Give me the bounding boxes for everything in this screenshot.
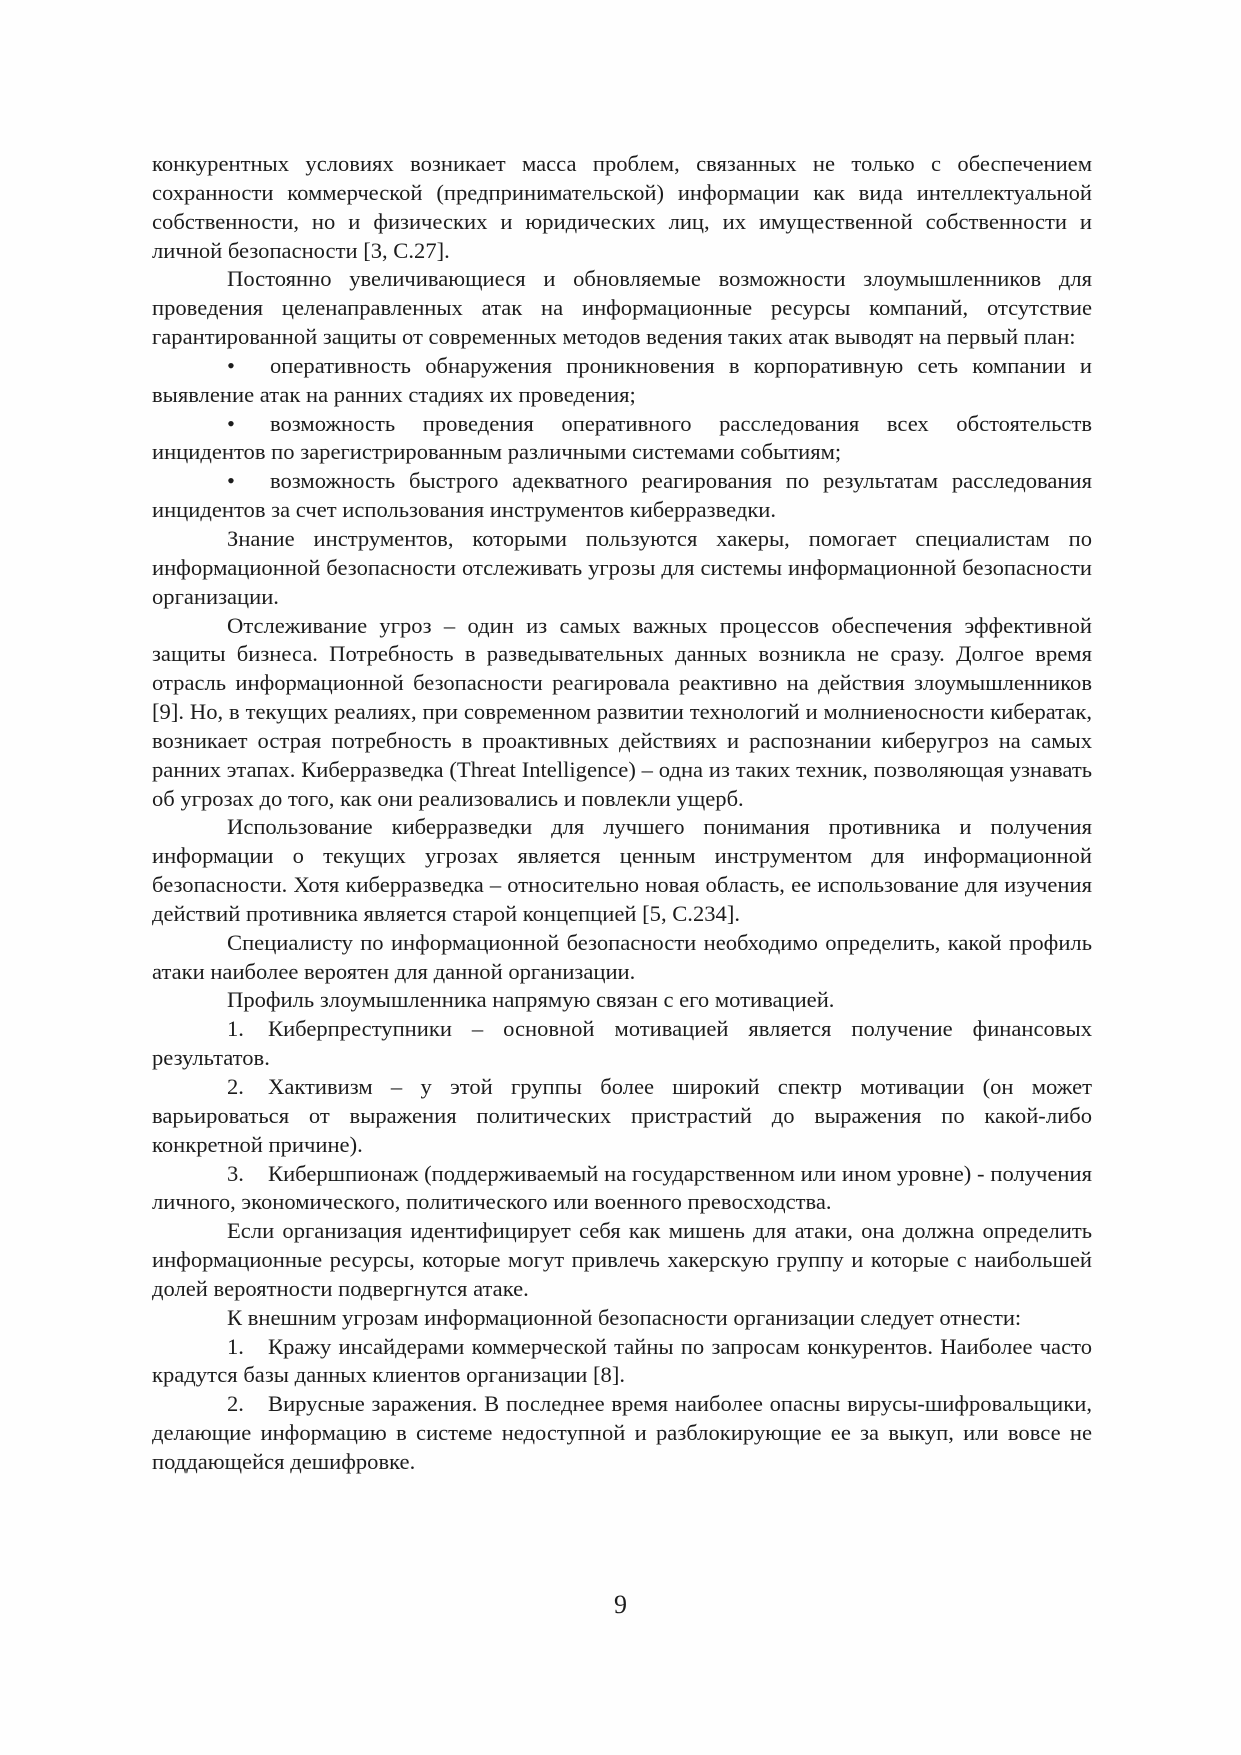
numbered-item xyxy=(152,1390,1092,1477)
bullet-text: возможность быстрого адекватного реагирования по результатам расследования инцидентов за счет использования инструментов киберразведки. xyxy=(152,468,1092,523)
bullet-item xyxy=(152,410,1092,468)
paragraph: Если организация идентифицирует себя как мишень для атаки, она должна определить информационные ресурсы, которые могут привлечь хакерскую группу и которые с наибольшей долей вероятности подвергнутся атаке. xyxy=(152,1218,1092,1301)
number-marker: 2. xyxy=(227,1391,244,1417)
numbered-item xyxy=(152,1015,1092,1073)
bullet-text: возможность проведения оперативного расследования всех обстоятельств инцидентов по зарегистрированным различными системами событиям; xyxy=(152,410,1092,465)
numbered-text: Вирусные заражения. В последнее время наиболее опасны вирусы-шифровальщики, делающие информацию в системе недоступной и разблокирующие ее за выкуп, или вовсе не поддающейся дешифровке. xyxy=(152,1391,1092,1474)
paragraph-continuation: конкурентных условиях возникает масса проблем, связанных не только с обеспечением сохранности коммерческой (предпринимательской) информации как вида интеллектуальной собственности, но и физических и юридических лиц, их имущественной собственности и личной безопасности [3, С.27]. xyxy=(152,151,1092,263)
paragraph: К внешним угрозам информационной безопасности организации следует отнести: xyxy=(227,1304,1022,1330)
bullet-marker: • xyxy=(227,468,235,494)
paragraph: Отслеживание угроз – один из самых важных процессов обеспечения эффективной защиты бизнеса. Потребность в разведывательных данных возникла не сразу. Долгое время отрасль информационной безопасности реагировала реактивно на действия злоумышленников [9]. Но, в текущих реалиях, при современном развитии технологий и молниеносности кибератак, возникает острая потребность в проактивных действиях и распознании киберугроз на самых ранних этапах. Киберразведка (Threat Intelligence) – одна из таких техник, позволяющая узнавать об угрозах до того, как они реализовались и повлекли ущерб. xyxy=(152,612,1092,811)
numbered-item xyxy=(152,1333,1092,1391)
page-number: 9 xyxy=(614,1590,627,1619)
bullet-item xyxy=(152,352,1092,410)
numbered-text: Кражу инсайдерами коммерческой тайны по запросам конкурентов. Наиболее часто крадутся базы данных клиентов организации [8]. xyxy=(152,1333,1092,1388)
bullet-text: оперативность обнаружения проникновения в корпоративную сеть компании и выявление атак на ранних стадиях их проведения; xyxy=(152,352,1092,407)
bullet-item xyxy=(152,467,1092,525)
paragraph: Знание инструментов, которыми пользуются хакеры, помогает специалистам по информационной безопасности отслеживать угрозы для системы информационной безопасности организации. xyxy=(152,525,1092,609)
numbered-item xyxy=(152,1073,1092,1160)
paragraph: Профиль злоумышленника напрямую связан с его мотивацией. xyxy=(227,987,835,1013)
paragraph: Постоянно увеличивающиеся и обновляемые возможности злоумышленников для проведения целенаправленных атак на информационные ресурсы компаний, отсутствие гарантированной защиты от современных методов ведения таких атак выводят на первый план: xyxy=(152,266,1092,350)
numbered-text: Киберпреступники – основной мотивацией является получение финансовых результатов. xyxy=(152,1016,1092,1071)
numbered-text: Хактивизм – у этой группы более широкий спектр мотивации (он может варьироваться от выражения политических пристрастий до выражения по какой-либо конкретной причине). xyxy=(152,1074,1092,1157)
paragraph: Использование киберразведки для лучшего понимания противника и получения информации о текущих угрозах является ценным инструментом для информационной безопасности. Хотя киберразведка – относительно новая область, ее использование для изучения действий противника является старой концепцией [5, С.234]. xyxy=(152,814,1092,926)
number-marker: 1. xyxy=(227,1333,244,1359)
paragraph: Специалисту по информационной безопасности необходимо определить, какой профиль атаки наиболее вероятен для данной организации. xyxy=(152,929,1092,984)
bullet-marker: • xyxy=(227,410,235,436)
number-marker: 3. xyxy=(227,1160,244,1186)
numbered-item xyxy=(152,1160,1092,1218)
number-marker: 1. xyxy=(227,1016,244,1042)
page-body xyxy=(152,150,1092,1477)
numbered-text: Кибершпионаж (поддерживаемый на государственном или ином уровне) - получения личного, экономического, политического или военного превосходства. xyxy=(152,1160,1092,1215)
number-marker: 2. xyxy=(227,1074,244,1099)
bullet-marker: • xyxy=(227,352,235,378)
